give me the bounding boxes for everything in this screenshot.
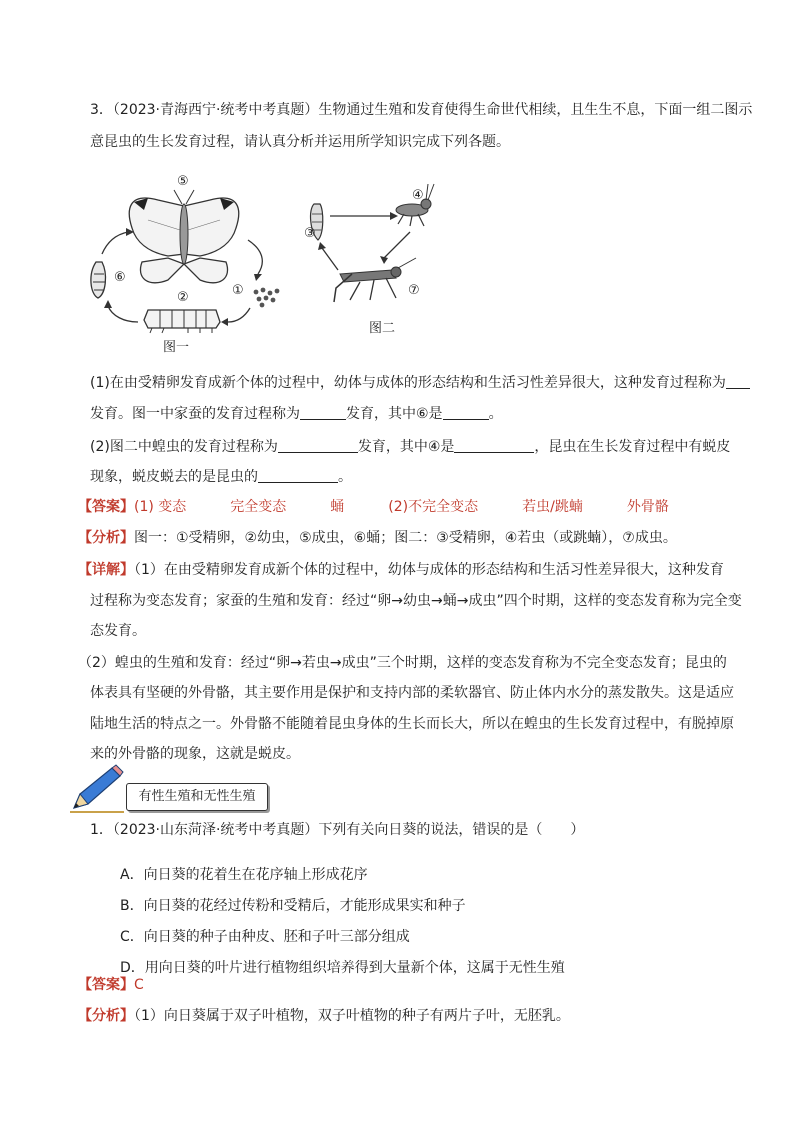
figure-1-silkworm-cycle [88, 170, 298, 360]
q3-sub2-text-e: 。 [338, 469, 352, 485]
adult-locust [334, 258, 416, 302]
analysis-text: 图一：①受精卵，②幼虫，⑤成虫，⑥蛹；图二：③受精卵，④若虫（或跳蝻），⑦成虫。 [134, 530, 677, 546]
q1-answer: C [134, 977, 144, 993]
pupa [91, 262, 106, 298]
answer-2: 完全变态 [230, 499, 287, 515]
butterfly-adult [129, 190, 238, 283]
section-title: 有性生殖和无性生殖 [138, 789, 256, 804]
answer-1: (1) 变态 [134, 499, 187, 515]
q3-sub2-text-c: ，昆虫在生长发育过程中有蜕皮 [534, 439, 731, 455]
q3-answer-line [78, 494, 669, 520]
q3-detail2-line1: （2）蝗虫的生殖和发育：经过“卵→若虫→成虫”三个时期，这样的变态发育称为不完全变态发育；昆虫的 [78, 655, 727, 671]
q1-analysis-line [78, 1003, 570, 1029]
eggs [254, 288, 280, 308]
q1-option-c: C．向日葵的种子由种皮、胚和子叶三部分组成 [120, 929, 410, 945]
blank-3 [443, 405, 489, 420]
fig1-mark-2: ② [177, 290, 189, 305]
q3-sub2-text-d: 现象，蜕皮蜕去的是昆虫的 [90, 469, 258, 485]
blank-5 [454, 438, 534, 453]
q3-sub1-text-b: 发育。图一中家蚕的发育过程称为 [90, 406, 300, 422]
fig1-caption: 图一 [163, 340, 190, 355]
q3-sub2-text-b: 发育，其中④是 [357, 439, 455, 455]
q3-detail2-line4: 来的外骨骼的现象，这就是蜕皮。 [90, 746, 300, 762]
detail-tag: 【详解】 [78, 562, 134, 578]
detail1-l1: （1）在由受精卵发育成新个体的过程中，幼体与成体的形态结构和生活习性差异很大，这种发育 [134, 562, 724, 578]
answer-6: 外骨骼 [626, 499, 669, 515]
fig1-mark-5: ⑤ [177, 174, 189, 189]
q1-option-d: D．用向日葵的叶片进行植物组织培养得到大量新个体，这属于无性生殖 [120, 960, 565, 976]
q1-option-b: B．向日葵的花经过传粉和受精后，才能形成果实和种子 [120, 898, 466, 914]
q3-sub1-line1 [90, 370, 750, 396]
q3-detail-line3: 态发育。 [90, 623, 146, 639]
q3-analysis-line [78, 525, 677, 551]
q3-stem-line1: 3．（2023·青海西宁·统考中考真题）生物通过生殖和发育使得生命世代相续，且生生不息，下面一组二图示 [90, 102, 753, 118]
blank-1 [726, 374, 750, 389]
answer-3: 蛹 [330, 499, 345, 515]
q1-answer-tag: 【答案】 [78, 977, 134, 993]
q3-sub1-text-a: (1)在由受精卵发育成新个体的过程中，幼体与成体的形态结构和生活习性差异很大，这种发育过程称为 [90, 375, 726, 391]
larva [144, 310, 220, 333]
q3-sub1-line2 [90, 401, 503, 427]
q1-analysis-text: （1）向日葵属于双子叶植物，双子叶植物的种子有两片子叶，无胚乳。 [134, 1008, 570, 1024]
q1-option-a: A．向日葵的花着生在花序轴上形成花序 [120, 867, 368, 883]
fig2-mark-4: ④ [412, 188, 424, 203]
analysis-tag: 【分析】 [78, 530, 134, 546]
q1-analysis-tag: 【分析】 [78, 1008, 134, 1024]
section-title-box [126, 783, 268, 811]
answer-tag: 【答案】 [78, 499, 134, 515]
q3-sub2-line2 [90, 464, 352, 490]
answer-4: (2)不完全变态 [388, 499, 479, 515]
q3-detail2-line3: 陆地生活的特点之一。外骨骼不能随着昆虫身体的生长而长大，所以在蝗虫的生长发育过程中，有脱掉原 [90, 716, 734, 732]
q3-sub1-text-d: 。 [488, 406, 503, 422]
fig2-caption: 图二 [369, 321, 396, 336]
blank-2 [300, 405, 346, 420]
fig1-mark-1: ① [232, 283, 244, 298]
q3-detail2-line2: 体表具有坚硬的外骨骼，其主要作用是保护和支持内部的柔软器官、防止体内水分的蒸发散失。这是适应 [90, 685, 734, 701]
fig2-mark-7: ⑦ [408, 283, 420, 298]
q3-sub2-text-a: (2)图二中蝗虫的发育过程称为 [90, 439, 278, 455]
fig2-mark-3: ③ [304, 226, 316, 241]
q3-detail-line2: 过程称为变态发育；家蚕的生殖和发育：经过“卵→幼虫→蛹→成虫”四个时期，这样的变态发育称为完全变 [90, 593, 742, 609]
answer-5: 若虫/跳蝻 [522, 499, 583, 515]
blank-4 [278, 438, 358, 453]
q3-detail-line1 [78, 557, 724, 583]
blank-6 [258, 468, 338, 483]
q1-answer-line [78, 972, 144, 998]
q3-stem-line2: 意昆虫的生长发育过程，请认真分析并运用所学知识完成下列各题。 [90, 134, 510, 150]
pencil-icon [66, 764, 126, 816]
fig1-mark-6: ⑥ [114, 270, 126, 285]
q1-stem: 1．（2023·山东菏泽·统考中考真题）下列有关向日葵的说法，错误的是（ ） [90, 822, 585, 838]
q3-sub1-text-c: 发育，其中⑥是 [346, 406, 443, 422]
q3-sub2-line1 [90, 434, 730, 460]
